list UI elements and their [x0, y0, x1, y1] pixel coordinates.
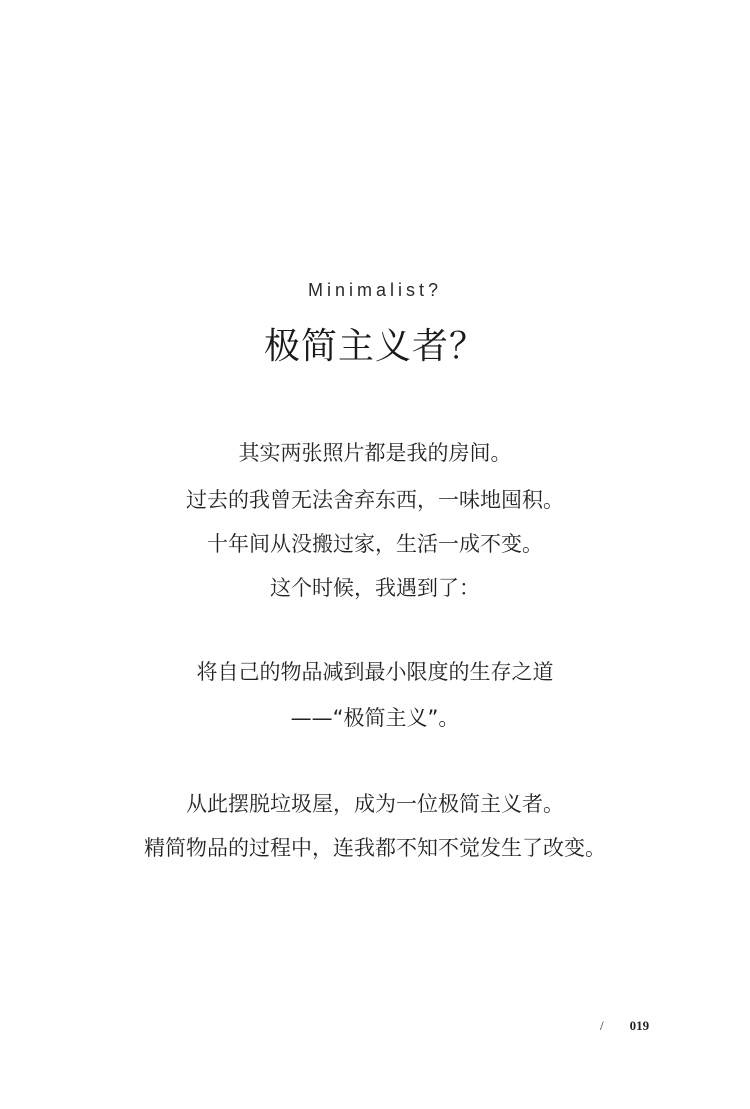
- page-footer: [600, 1018, 649, 1034]
- chapter-title: 极简主义者？: [263, 326, 486, 367]
- page-separator: /: [600, 1018, 604, 1033]
- text-line: 精简物品的过程中，连我都不知不觉发生了改变。: [144, 836, 606, 860]
- text-line: 过去的我曾无法舍弃东西，一味地囤积。: [186, 488, 564, 512]
- text-line: 这个时候，我遇到了：: [270, 576, 480, 600]
- chapter-subtitle: Minimalist?: [307, 280, 443, 300]
- text-line: 从此摆脱垃圾屋，成为一位极简主义者。: [186, 792, 564, 816]
- text-line: ——“极简主义”。: [290, 706, 460, 730]
- text-line: 十年间从没搬过家，生活一成不变。: [207, 532, 543, 556]
- page-number: 019: [629, 1018, 650, 1033]
- text-line: 其实两张照片都是我的房间。: [238, 441, 512, 465]
- text-line: 将自己的物品减到最小限度的生存之道: [196, 660, 554, 684]
